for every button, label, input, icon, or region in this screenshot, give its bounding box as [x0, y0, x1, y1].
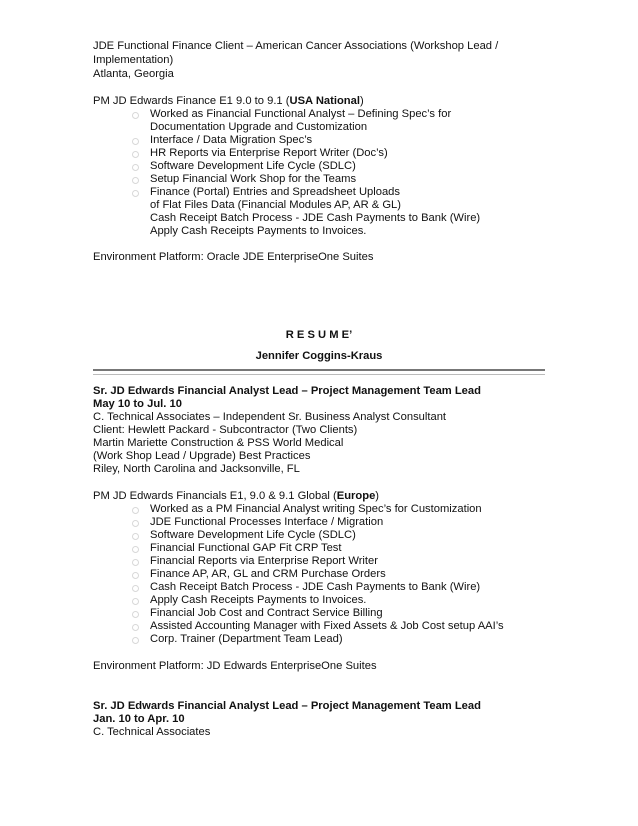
bullet-icon [132, 177, 139, 184]
bullet-icon [132, 546, 139, 553]
pm-suffix: ) [375, 490, 380, 502]
candidate-name: Jennifer Coggins-Kraus [255, 350, 383, 362]
bullet-icon [132, 572, 139, 579]
environment-platform: Environment Platform: JD Edwards EnterpriseOne Suites [93, 660, 377, 672]
job-dates: Jan. 10 to Apr. 10 [93, 713, 185, 725]
bullet-icon [132, 624, 139, 631]
pm-line [93, 490, 379, 503]
list-item-continuation: Apply Cash Receipts Payments to Invoices. [150, 225, 367, 237]
job-title: Sr. JD Edwards Financial Analyst Lead – Project Management Team Lead [93, 700, 481, 712]
bullet-icon [132, 637, 139, 644]
bullet-icon [132, 190, 139, 197]
job-detail-line: Riley, North Carolina and Jacksonville, FL [93, 463, 300, 475]
bullet-icon [132, 533, 139, 540]
resume-page: JDE Functional Finance Client – American Cancer Associations (Workshop Lead / Implementation) Atlanta, Georgia PM JD Edwards Finance E1 9.0 to 9.1 (USA National) Worked as Financial Functional Analyst – Defining Spec’s for Documentation Upgrade and Customization Interface / Data Migration Spec’s HR Reports via Enterprise Report Writer (Doc’s) Software Development Life Cycle (SDLC) Setup Financial Work Shop for the Teams Finance (Portal) Entries and Spreadsheet Uploads of Flat Files Data (Financial Modules AP, AR & GL) Cash Receipt Batch Process - JDE Cash Payments to Bank (Wire) Apply Cash Receipts Payments to Invoices. Environment Platform: Oracle JDE EnterpriseOne Suites R E S U M E’ Jennifer Coggins-Kraus Sr. JD Edwards Financial Analyst Lead – Project Management Team Lead May 10 to Jul. 10 C. Technical Associates – Independent Sr. Business Analyst Consultant Client: Hewlett Packard - Subcontractor (Two Clients) Martin Mariette Construction & PSS World Medical (Work Shop Lead / Upgrade) Best Practices Riley, North Carolina and Jacksonville, FL PM JD Edwards Financials E1, 9.0 & 9.1 Global (Europe) Worked as a PM Financial Analyst writing Spec’s for Customization JDE Functional Processes Interface / Migration Software Development Life Cycle (SDLC) Financial Functional GAP Fit CRP Test Financial Reports via Enterprise Report Writer Finance AP, AR, GL and CRM Purchase Orders Cash Receipt Batch Process - JDE Cash Payments to Bank (Wire) Apply Cash Receipts Payments to Invoices. Financial Job Cost and Contract Service Billing Assisted Accounting Manager with Fixed Assets & Job Cost setup AAI’s Corp. Trainer (Department Team Lead) Environment Platform: JD Edwards EnterpriseOne Suites Sr. JD Edwards Financial Analyst Lead – Project Management Team Lead Jan. 10 to Apr. 10 C. Technical Associates [0, 0, 638, 826]
job-company: C. Technical Associates [93, 726, 211, 738]
list-item-continuation: of Flat Files Data (Financial Modules AP, AR & GL) [150, 199, 401, 211]
job-title: Sr. JD Edwards Financial Analyst Lead – Project Management Team Lead [93, 385, 481, 397]
job-location: Atlanta, Georgia [93, 68, 174, 80]
list-item-continuation: Documentation Upgrade and Customization [150, 121, 368, 133]
pm-region: USA National [289, 95, 360, 107]
bullet-icon [132, 598, 139, 605]
bullet-icon [132, 559, 139, 566]
job-detail-line: (Work Shop Lead / Upgrade) Best Practices [93, 450, 311, 462]
bullet-icon [132, 164, 139, 171]
bullet-icon [132, 151, 139, 158]
list-item-continuation: Cash Receipt Batch Process - JDE Cash Payments to Bank (Wire) [150, 212, 481, 224]
pm-line [93, 95, 364, 108]
job-detail-line: Client: Hewlett Packard - Subcontractor (Two Clients) [93, 424, 358, 436]
environment-platform: Environment Platform: Oracle JDE EnterpriseOne Suites [93, 251, 374, 263]
resume-title: R E S U M E’ [285, 329, 353, 341]
job-detail-line: Martin Mariette Construction & PSS World Medical [93, 437, 344, 449]
bullet-icon [132, 138, 139, 145]
bullet-icon [132, 507, 139, 514]
header-divider [93, 369, 545, 375]
job-dates: May 10 to Jul. 10 [93, 398, 182, 410]
job-heading-line: JDE Functional Finance Client – American Cancer Associations (Workshop Lead / [93, 40, 499, 52]
job-heading-line: Implementation) [93, 54, 174, 66]
bullet-icon [132, 611, 139, 618]
pm-prefix: PM JD Edwards Finance E1 9.0 to 9.1 ( [93, 95, 290, 107]
job-detail-line: C. Technical Associates – Independent Sr. Business Analyst Consultant [93, 411, 447, 423]
bullet-icon [132, 585, 139, 592]
pm-region: Europe [336, 490, 376, 502]
bullet-icon [132, 112, 139, 119]
pm-suffix: ) [359, 95, 364, 107]
bullet-icon [132, 520, 139, 527]
pm-prefix: PM JD Edwards Financials E1, 9.0 & 9.1 Global ( [93, 490, 337, 502]
